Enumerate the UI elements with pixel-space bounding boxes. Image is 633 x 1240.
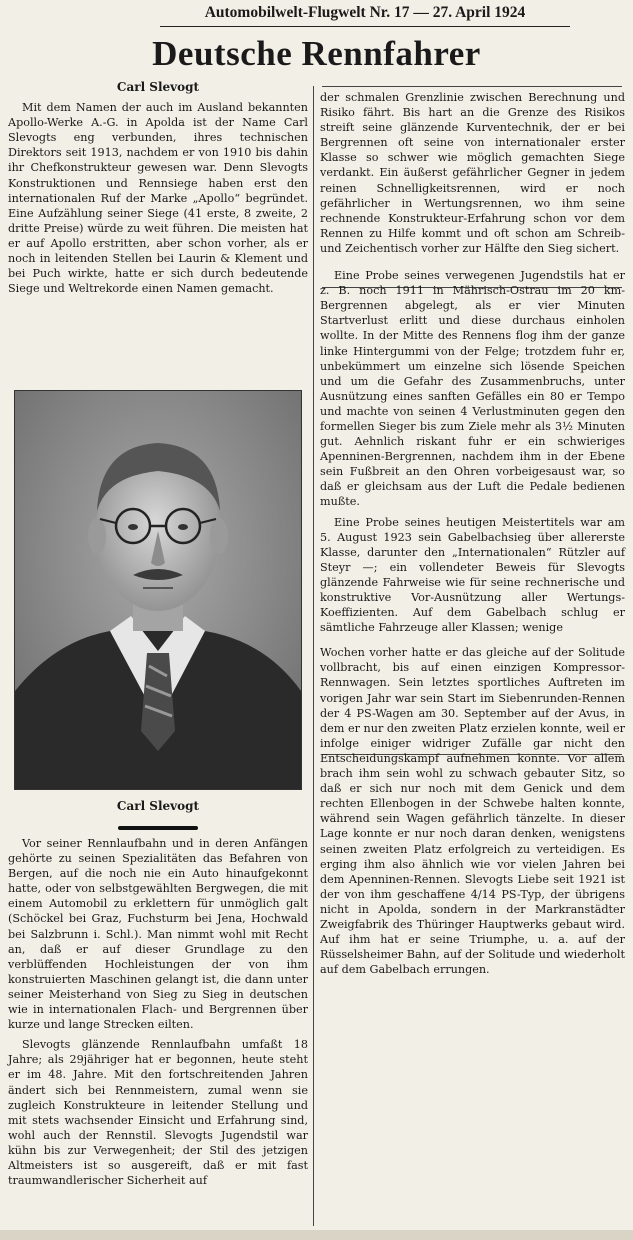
paragraph: Wochen vorher hatte er das gleiche auf der Solitude vollbracht, bis auf einen einzigen Kompressor-Rennwagen. Sein letztes sportliches Auftreten im vorigen Jahr war sein Start im Siebenrunden-Rennen der 4 PS-Wagen am 30. September auf der Avus, in dem er nur den zweiten Platz erzielen konnte, weil er infolge einiger widriger Zufälle gar nicht den Entscheidungskampf aufnehmen konnte. Vor allem brach ihm sein wohl zu schwach gebauter Sitz, so daß er sich nur noch mit dem Genick und dem rechten Ellenbogen in der Schwebe halten konnte, während sein Wagen gefährlich tänzelte. In dieser Lage konnte er nur noch daran denken, wenigstens seinen zweiten Platz erfolgreich zu verteidigen. Es erging ihm also ähnlich wie vor vielen Jahren bei dem Apenninen-Rennen. Slevogts Liebe seit 1921 ist der von ihm geschaffene 4/14 PS-Typ, der übrigens nicht in Apolda, sondern in der Markranstädter Zweigfabrik des Thüringer Hauptwerks gebaut wird. Auf ihm hat er seine Triumphe, u. a. auf der Rüsselsheimer Bahn, auf der Solitude und wiederholt auf dem Gabelbach errungen.: [320, 646, 625, 977]
headline: Deutsche Rennfahrer: [152, 34, 481, 73]
paragraph: Slevogts glänzende Rennlaufbahn umfaßt 18 Jahre; als 29jähriger hat er begonnen, heute steht er im 48. Jahre. Mit den fortschreitenden Jahren ändert sich bei Rennmeistern, zumal wenn sie zugleich Konstrukteure in leitender Stellung und mit stets wachsender Einsicht und Erfahrung sind, wohl auch der Rennstil. Slevogts Jugendstil war kühn bis zur Verwegenheit; der Stil des jetzigen Altmeisters ist so ausgereift, daß er mit fast traumwandlerischer Sicherheit auf: [8, 1038, 308, 1188]
photo-caption: Carl Slevogt: [116, 799, 200, 813]
page-edge: [0, 1230, 633, 1240]
paragraph: Vor seiner Rennlaufbahn und in deren Anfängen gehörte zu seinen Spezialitäten das Befahren von Bergen, auf die noch nie ein Auto hinaufgekonnt hatte, oder von selbstgewählten Bergwegen, die mit einem Automobil zu erklettern für unmöglich galt (Schöckel bei Graz, Fuchsturm bei Jena, Hochwald bei Salzbrunn i. Schl.). Man nimmt wohl mit Recht an, daß er auf dieser Grundlage zu den verblüffenden Hochleistungen der von ihm konstruierten Maschinen gelangt ist, die dann unter seiner Meisterhand von Sieg zu Sieg in deutschen wie in internationalen Flach- und Bergrennen über kurze und lange Strecken eilten.: [8, 837, 308, 1032]
left-column-top: [8, 80, 308, 301]
portrait-image: [15, 391, 301, 789]
byline: Carl Slevogt: [116, 80, 200, 94]
paragraph: Eine Probe seines heutigen Meistertitels war am 5. August 1923 sein Gabelbachsieg über allererste Klasse, darunter den „Internationalen“ Rützler auf Steyr —; ein vollendeter Beweis für Slevogts glänzende Fahrweise wie für seine rechnerische und konstruktive Vor-Ausnützung aller Wertungs-Koeffizienten. Auf dem Gabelbach schlug er sämtliche Fahrzeuge aller Klassen; wenige: [320, 515, 625, 635]
masthead: Automobilwelt-Flugwelt Nr. 17 — 27. April 1924: [160, 2, 570, 27]
right-column: [320, 90, 625, 982]
portrait-photo: [14, 390, 302, 790]
left-column-bottom: [8, 836, 308, 1193]
separator-rule: [322, 86, 622, 87]
paragraph: Eine Probe seines verwegenen Jugendstils hat er z. B. noch 1911 in Mährisch-Ostrau im 20 km-Bergrennen abgelegt, als er vier Minuten Startverlust erlitt und diese durchaus einholen wollte. In der Mitte des Rennens flog ihm der ganze linke Hintergummi von der Felge; trotzdem fuhr er, unbekümmert um einzelne sich lösende Speichen und um die Gefahr des Zusammenbruchs, unter Ausnützung eines sanften Gefälles ein 80 er Tempo und machte von seinen 4 Verlustminuten gegen den formellen Sieger bis zum Ziele mehr als 3½ Minuten gut. Aehnlich riskant fuhr er ein schwieriges Apenninen-Bergrennen, nachdem ihm in der Ebene sein Fußbreit an den Ohren vorbeigesaust war, so daß er gleichsam aus der Luft die Pedale bedienen mußte.: [320, 269, 625, 509]
caption-underline-mark: [118, 826, 198, 830]
paragraph: Mit dem Namen der auch im Ausland bekannten Apollo-Werke A.-G. in Apolda ist der Name Carl Slevogts eng verbunden, ihres technischen Direktors seit 1913, nachdem er von 1910 bis dahin ihr Chefkonstrukteur gewesen war. Denn Slevogts Konstruktionen und Rennsiege haben erst den internationalen Ruf der Marke „Apollo“ begründet. Eine Aufzählung seiner Siege (41 erste, 8 zweite, 2 dritte Preise) würde zu weit führen. Die meisten hat er auf Apollo erstritten, aber schon vorher, als er noch in leitenden Stellen bei Laurin & Klement und bei Puch wirkte, hatte er sich durch bedeutende Siege und Weltrekorde einen Namen gemacht.: [8, 101, 308, 296]
paragraph: der schmalen Grenzlinie zwischen Berechnung und Risiko fährt. Bis hart an die Grenze des Risikos streift seine glänzende Kurventechnik, der er bei Bergrennen oft seine von internationaler erster Klasse so schwer wie möglich gemachten Siege verdankt. Ein äußerst gefährlicher Gegner in jedem reinen Schnelligkeitsrennen, wird er noch gefährlicher in Wertungsrennen, wo ihm seine rechnende Konstrukteur-Erfahrung schon vor dem Rennen zu Hilfe kommt und oft schon am Schreib- und Zeichentisch vorher zur Hälfte den Sieg sichert.: [320, 91, 625, 255]
column-rule: [313, 86, 314, 1226]
